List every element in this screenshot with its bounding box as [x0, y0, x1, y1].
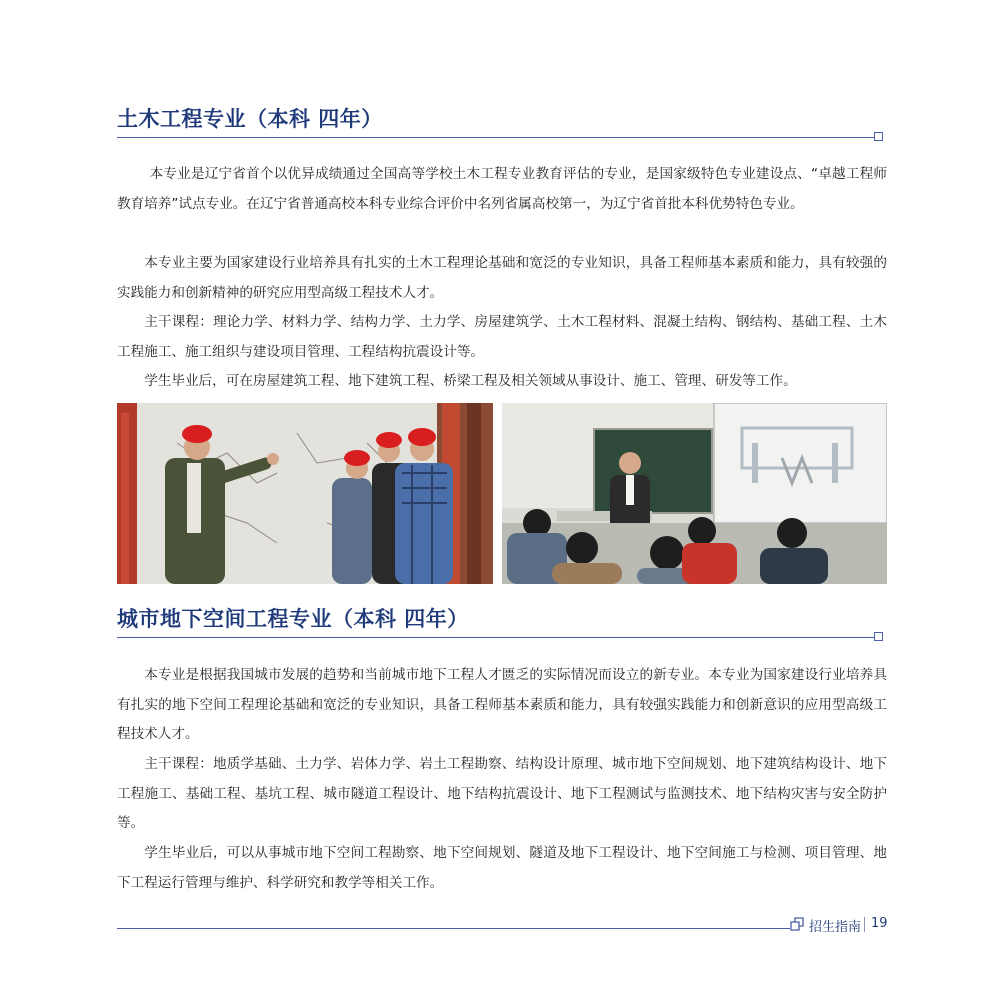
section-title-underground-space-engineering: 城市地下空间工程专业（本科 四年） — [117, 607, 469, 631]
paragraph-intro: 本专业是辽宁省首个以优异成绩通过全国高等学校土木工程专业教育评估的专业，是国家级特色专业建设点、“卓越工程师教育培养”试点专业。在辽宁省普通高校本科专业综合评价中名列省属高校第一，为辽宁省首批本科优势特色专业。 — [117, 166, 887, 212]
section-divider — [117, 637, 874, 638]
section-title-civil-engineering: 土木工程专业（本科 四年） — [117, 107, 383, 131]
photo-classroom-lecture — [502, 403, 887, 584]
footer-separator — [864, 917, 865, 932]
paragraph-intro: 本专业是根据我国城市发展的趋势和当前城市地下工程人才匮乏的实际情况而设立的新专业。本专业为国家建设行业培养具有扎实的地下空间工程理论基础和宽泛的专业知识，具备工程师基本素质和能力，具有较强实践能力和创新意识的应用型高级工程技术人才。 — [117, 667, 887, 742]
paragraph-core-courses: 主干课程：地质学基础、土力学、岩体力学、岩土工程勘察、结构设计原理、城市地下空间规划、地下建筑结构设计、地下工程施工、基础工程、基坑工程、城市隧道工程设计、地下结构抗震设计、地下工程测试与监测技术、地下结构灾害与安全防护等。 — [117, 756, 887, 831]
paragraph-core-courses: 主干课程：理论力学、材料力学、结构力学、土力学、房屋建筑学、土木工程材料、混凝土结构、钢结构、基础工程、土木工程施工、施工组织与建设项目管理、工程结构抗震设计等。 — [117, 314, 887, 360]
corner-bracket-icon — [790, 916, 804, 930]
footer-divider — [117, 928, 790, 929]
page-number: 19 — [871, 916, 888, 931]
paragraph-career: 学生毕业后，可以从事城市地下空间工程勘察、地下空间规划、隧道及地下工程设计、地下空间施工与检测、项目管理、地下工程运行管理与维护、科学研究和教学等相关工作。 — [117, 845, 887, 891]
paragraph-career: 学生毕业后，可在房屋建筑工程、地下建筑工程、桥梁工程及相关领域从事设计、施工、管理、研发等工作。 — [144, 373, 797, 389]
paragraph-training-goal: 本专业主要为国家建设行业培养具有扎实的土木工程理论基础和宽泛的专业知识，具备工程师基本素质和能力，具有较强的实践能力和创新精神的研究应用型高级工程技术人才。 — [117, 255, 887, 301]
section-divider — [117, 137, 874, 138]
divider-end-square — [874, 632, 883, 641]
photo-lab-test-wall — [117, 403, 493, 584]
footer-label: 招生指南 — [809, 920, 862, 935]
divider-end-square — [874, 132, 883, 141]
